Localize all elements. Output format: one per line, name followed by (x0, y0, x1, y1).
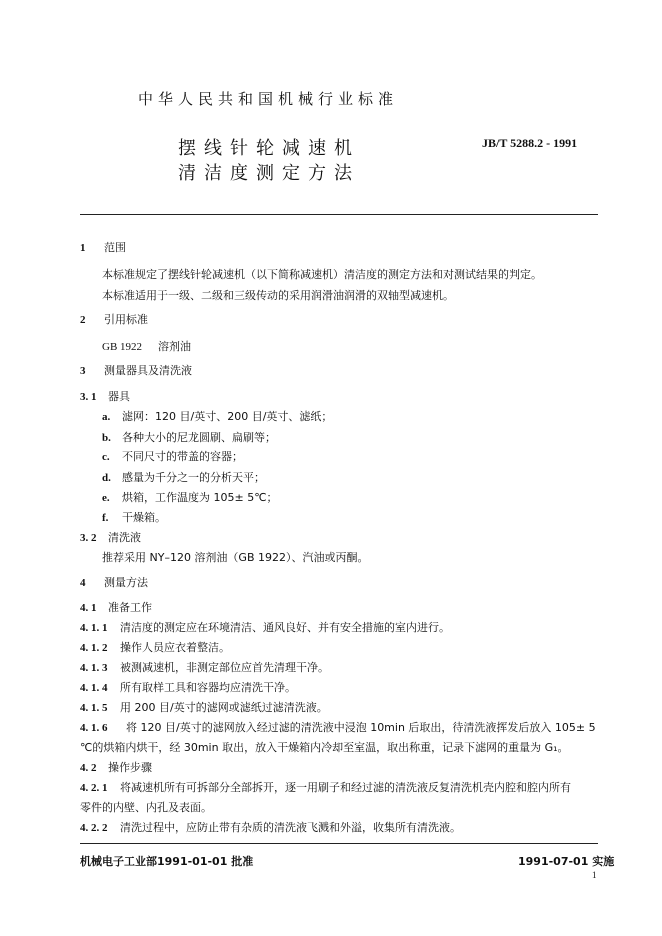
section-number: 3. 2 (80, 532, 97, 544)
list-letter: c. (102, 451, 110, 463)
clause (80, 621, 450, 635)
list-text: 滤网：120 目/英寸、200 目/英寸、滤纸； (122, 410, 333, 423)
clause-number: 4. 1. 1 (80, 622, 108, 634)
list-item (102, 410, 332, 424)
clause-text: 被测减速机，非测定部位应首先清理干净。 (120, 661, 329, 674)
header-divider (80, 214, 598, 215)
section-number: 3 (80, 365, 86, 377)
section-title: 范围 (104, 241, 126, 254)
document-title-line2: 清洁度测定方法 (178, 163, 360, 184)
page-number: 1 (592, 870, 597, 880)
list-letter: e. (102, 492, 110, 504)
reference-entry (102, 340, 191, 354)
clause-text: 将 120 目/英寸的滤网放入经过滤的清洗液中浸泡 10min 后取出，待清洗液挥发后放入 105± 5 (126, 721, 596, 734)
clause (80, 681, 296, 695)
list-item (102, 511, 166, 525)
list-text: 不同尺寸的带盖的容器； (122, 450, 243, 463)
standard-code: JB/T 5288.2 - 1991 (482, 136, 578, 150)
reference-code: GB 1922 (102, 341, 143, 353)
section-number: 3. 1 (80, 391, 97, 403)
list-text: 烘箱，工作温度为 105± 5℃； (122, 491, 278, 504)
clause (80, 661, 329, 675)
list-text: 干燥箱。 (122, 511, 166, 524)
clause-number: 4. 1. 5 (80, 702, 108, 714)
section-number: 2 (80, 314, 86, 326)
section-heading (80, 576, 148, 590)
approval-date: 机械电子工业部1991-01-01 批准 (80, 855, 254, 868)
implementation-date: 1991-07-01 实施 (518, 855, 615, 868)
section-number: 4 (80, 577, 86, 589)
document-title-line1: 摆线针轮减速机 (178, 138, 360, 159)
subsection-heading (80, 531, 141, 545)
list-letter: b. (102, 432, 111, 444)
clause-text: 清洗过程中，应防止带有杂质的清洗液飞溅和外溢，收集所有清洗液。 (120, 821, 461, 834)
list-item (102, 450, 243, 464)
subsection-heading (80, 390, 130, 404)
section-number: 4. 1 (80, 602, 97, 614)
footer-divider (80, 843, 598, 844)
section-number: 4. 2 (80, 762, 97, 774)
clause (80, 781, 571, 795)
subsection-heading (80, 761, 152, 775)
clause-number: 4. 1. 4 (80, 682, 108, 694)
clause-continuation: 零件的内壁、内孔及表面。 (80, 801, 212, 814)
clause (80, 721, 596, 735)
section-title: 测量方法 (104, 576, 148, 589)
list-item (102, 431, 276, 445)
paragraph: 本标准适用于一级、二级和三级传动的采用润滑油润滑的双轴型减速机。 (102, 289, 454, 302)
section-heading (80, 313, 148, 327)
section-heading (80, 241, 126, 255)
list-text: 感量为千分之一的分析天平； (122, 471, 265, 484)
list-item (102, 471, 265, 485)
list-item (102, 491, 278, 505)
list-letter: f. (102, 512, 109, 524)
section-title: 操作步骤 (108, 761, 152, 774)
clause-text: 清洁度的测定应在环境清洁、通风良好、并有安全措施的室内进行。 (120, 621, 450, 634)
clause-number: 4. 2. 1 (80, 782, 108, 794)
clause-text: 将减速机所有可拆部分全部拆开，逐一用刷子和经过滤的清洗液反复清洗机壳内腔和腔内所有 (120, 781, 571, 794)
section-title: 准备工作 (108, 601, 152, 614)
section-title: 清洗液 (108, 531, 141, 544)
clause-continuation: ℃的烘箱内烘干，经 30min 取出，放入干燥箱内冷却至室温，取出称重，记录下滤网的重量为 G₁。 (80, 741, 569, 754)
section-title: 器具 (108, 390, 130, 403)
paragraph: 推荐采用 NY–120 溶剂油（GB 1922）、汽油或丙酮。 (102, 551, 369, 564)
list-letter: d. (102, 472, 111, 484)
section-heading (80, 364, 192, 378)
clause-number: 4. 2. 2 (80, 822, 108, 834)
clause (80, 701, 328, 715)
standard-category-header: 中华人民共和国机械行业标准 (138, 90, 399, 108)
clause-text: 用 200 目/英寸的滤网或滤纸过滤清洗液。 (120, 701, 328, 714)
clause-number: 4. 1. 2 (80, 642, 108, 654)
list-text: 各种大小的尼龙圆刷、扁刷等； (122, 431, 276, 444)
section-title: 引用标准 (104, 313, 148, 326)
clause-text: 操作人员应衣着整洁。 (120, 641, 230, 654)
clause (80, 821, 461, 835)
clause (80, 641, 230, 655)
section-number: 1 (80, 242, 86, 254)
clause-number: 4. 1. 6 (80, 722, 108, 734)
reference-name: 溶剂油 (158, 340, 191, 353)
subsection-heading (80, 601, 152, 615)
section-title: 测量器具及清洗液 (104, 364, 192, 377)
clause-text: 所有取样工具和容器均应清洗干净。 (120, 681, 296, 694)
list-letter: a. (102, 411, 111, 423)
clause-number: 4. 1. 3 (80, 662, 108, 674)
paragraph: 本标准规定了摆线针轮减速机（以下简称减速机）清洁度的测定方法和对测试结果的判定。 (102, 268, 542, 281)
